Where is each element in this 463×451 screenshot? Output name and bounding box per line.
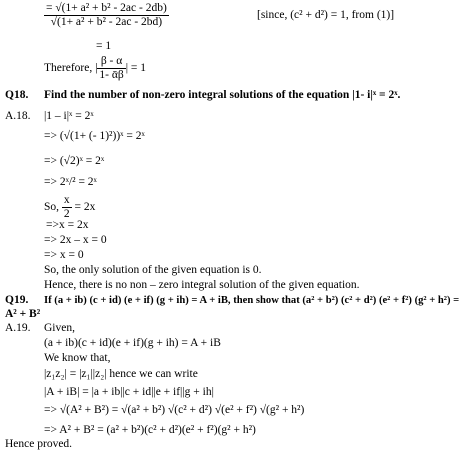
so-prefix: So,: [44, 201, 60, 214]
q19-label: Q19.: [5, 294, 29, 306]
q18-label: Q18.: [5, 89, 29, 101]
q19-step-5: |A + iB| = |a + ib||c + id||e + if||g + ih|: [44, 386, 214, 398]
so-fraction: [62, 194, 72, 221]
q18-so-line: [44, 194, 95, 221]
q19-question-line-1: If (a + ib) (c + id) (e + if) (g + ih) = A + iB, then show that (a² + b²) (c² + d²) (e² + f²) (g² + h²) =: [44, 295, 460, 306]
q19-step-4: |z₁z₂| = |z₁||z₂| hence we can write: [44, 368, 198, 380]
q18-conclusion-2: Hence, there is no non – zero integral solution of the given equation.: [44, 279, 360, 291]
therefore-denominator: 1- ᾱβ: [99, 69, 124, 81]
equals-one: = 1: [96, 40, 112, 52]
top-fraction-denominator: √(1+ a² + b² - 2ac - 2bd): [50, 16, 163, 28]
a18-label: A.18.: [5, 110, 31, 122]
q19-step-2: (a + ib)(c + id)(e + if)(g + ih) = A + iB: [44, 337, 221, 349]
so-suffix: = 2x: [74, 201, 96, 214]
q18-step-4: => 2ˣ/² = 2ˣ: [44, 176, 97, 188]
q19-question-line-2: A² + B²: [5, 308, 41, 320]
q18-step-6: => 2x – x = 0: [44, 234, 107, 246]
therefore-prefix: Therefore, |: [44, 62, 98, 75]
top-fraction-line: [44, 2, 169, 29]
q18-conclusion-1: So, the only solution of the given equation is 0.: [44, 264, 262, 276]
q18-step-3: => (√2)ˣ = 2ˣ: [44, 155, 105, 167]
q19-step-1: Given,: [44, 322, 75, 334]
q18-question: Find the number of non-zero integral solutions of the equation |1- i|ˣ = 2ˣ.: [44, 89, 401, 101]
so-denominator: 2: [63, 208, 70, 220]
therefore-line: [44, 55, 146, 82]
a19-label: A.19.: [5, 322, 31, 334]
q19-step-6: => √(A² + B²) = √(a² + b²) √(c² + d²) √(e² + f²) √(g² + h²): [44, 404, 305, 416]
q18-step-7: => x = 0: [44, 249, 84, 261]
so-numerator: x: [63, 194, 70, 206]
q18-step-5: =>x = 2x: [46, 219, 89, 231]
hence-proved: Hence proved.: [5, 438, 73, 450]
q18-step-1: |1 – i|ˣ = 2ˣ: [44, 110, 94, 122]
since-note: [since, (c² + d²) = 1, from (1)]: [257, 9, 395, 21]
top-fraction: [44, 2, 169, 29]
therefore-suffix: | = 1: [125, 62, 147, 75]
therefore-fraction: [97, 55, 125, 82]
q19-step-7: => A² + B² = (a² + b²)(c² + d²)(e² + f²)(g² + h²): [44, 424, 256, 436]
therefore-numerator: β - α: [97, 55, 125, 69]
q19-step-3: We know that,: [44, 352, 111, 364]
q18-step-2: => (√(1+ (- 1)²))ˣ = 2ˣ: [44, 130, 145, 142]
top-fraction-numerator: = √(1+ a² + b² - 2ac - 2db): [46, 2, 167, 14]
